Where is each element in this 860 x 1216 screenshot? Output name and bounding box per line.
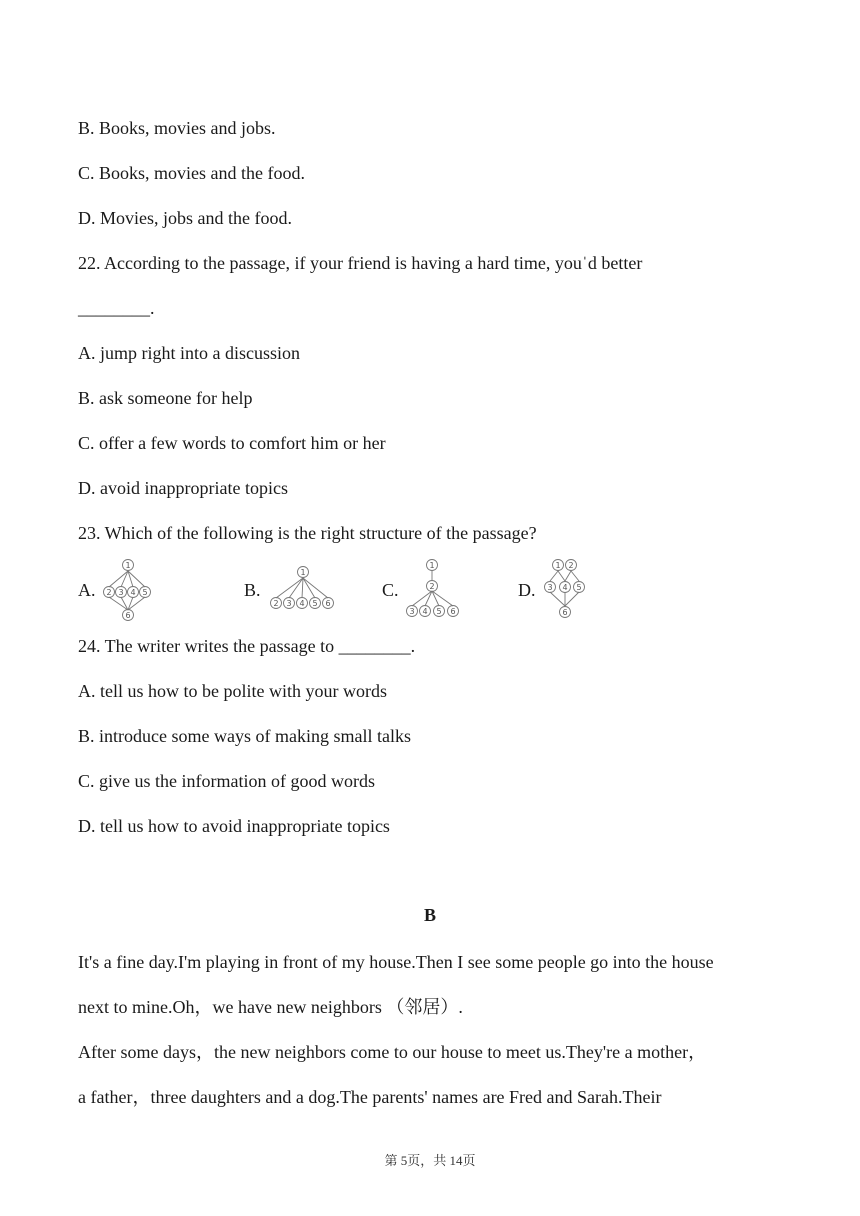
passage-line: After some days，the new neighbors come to our house to meet us.They're a mother， <box>78 1042 707 1062</box>
question-24: 24. The writer writes the passage to ________. <box>78 636 416 656</box>
option-a-q22: A. jump right into a discussion <box>78 343 300 363</box>
svg-text:4: 4 <box>130 588 136 597</box>
svg-text:2: 2 <box>106 588 112 597</box>
svg-text:3: 3 <box>547 583 553 592</box>
svg-text:4: 4 <box>562 583 568 592</box>
passage-line: a father，three daughters and a dog.The parents' names are Fred and Sarah.Their <box>78 1087 662 1107</box>
svg-text:4: 4 <box>422 607 428 616</box>
svg-text:2: 2 <box>568 561 574 570</box>
svg-text:5: 5 <box>142 588 148 597</box>
page-footer: 第 5页，共 14页 <box>384 1153 476 1168</box>
svg-text:5: 5 <box>576 583 582 592</box>
svg-text:3: 3 <box>286 599 292 608</box>
option-b-q22: B. ask someone for help <box>78 388 253 408</box>
option-c-q22: C. offer a few words to comfort him or her <box>78 433 386 453</box>
svg-text:4: 4 <box>299 599 305 608</box>
passage-line: next to mine.Oh，we have new neighbors （邻居）. <box>78 997 463 1017</box>
option-d-q21: D. Movies, jobs and the food. <box>78 208 292 228</box>
structure-diagram-c <box>402 557 462 621</box>
svg-text:3: 3 <box>118 588 124 597</box>
svg-text:5: 5 <box>312 599 318 608</box>
section-heading: B <box>423 905 436 925</box>
q23-option-c-label: C. <box>382 580 399 600</box>
svg-text:1: 1 <box>125 561 131 570</box>
q23-option-d-label: D. <box>518 580 536 600</box>
option-b-q21: B. Books, movies and jobs. <box>78 118 276 138</box>
svg-text:1: 1 <box>300 568 306 577</box>
passage-line: It's a fine day.I'm playing in front of my house.Then I see some people go into the house <box>78 952 714 972</box>
q23-option-b-label: B. <box>244 580 261 600</box>
svg-text:1: 1 <box>555 561 561 570</box>
svg-text:1: 1 <box>429 561 435 570</box>
svg-text:2: 2 <box>273 599 279 608</box>
svg-text:6: 6 <box>125 611 131 620</box>
svg-text:6: 6 <box>325 599 331 608</box>
question-22-blank: ________. <box>78 298 155 318</box>
option-d-q22: D. avoid inappropriate topics <box>78 478 288 498</box>
svg-text:2: 2 <box>429 582 435 591</box>
q23-option-a-label: A. <box>78 580 96 600</box>
structure-diagram-b <box>266 563 336 613</box>
svg-text:6: 6 <box>562 608 568 617</box>
structure-diagram-a <box>100 557 156 621</box>
option-c-q21: C. Books, movies and the food. <box>78 163 305 183</box>
question-23: 23. Which of the following is the right structure of the passage? <box>78 523 537 543</box>
option-c-q24: C. give us the information of good words <box>78 771 375 791</box>
option-d-q24: D. tell us how to avoid inappropriate topics <box>78 816 390 836</box>
svg-text:6: 6 <box>450 607 456 616</box>
svg-text:5: 5 <box>436 607 442 616</box>
option-a-q24: A. tell us how to be polite with your words <box>78 681 387 701</box>
svg-text:3: 3 <box>409 607 415 616</box>
question-22: 22. According to the passage, if your friend is having a hard time, youˈd better <box>78 253 643 273</box>
structure-diagram-d <box>540 557 590 621</box>
option-b-q24: B. introduce some ways of making small talks <box>78 726 411 746</box>
